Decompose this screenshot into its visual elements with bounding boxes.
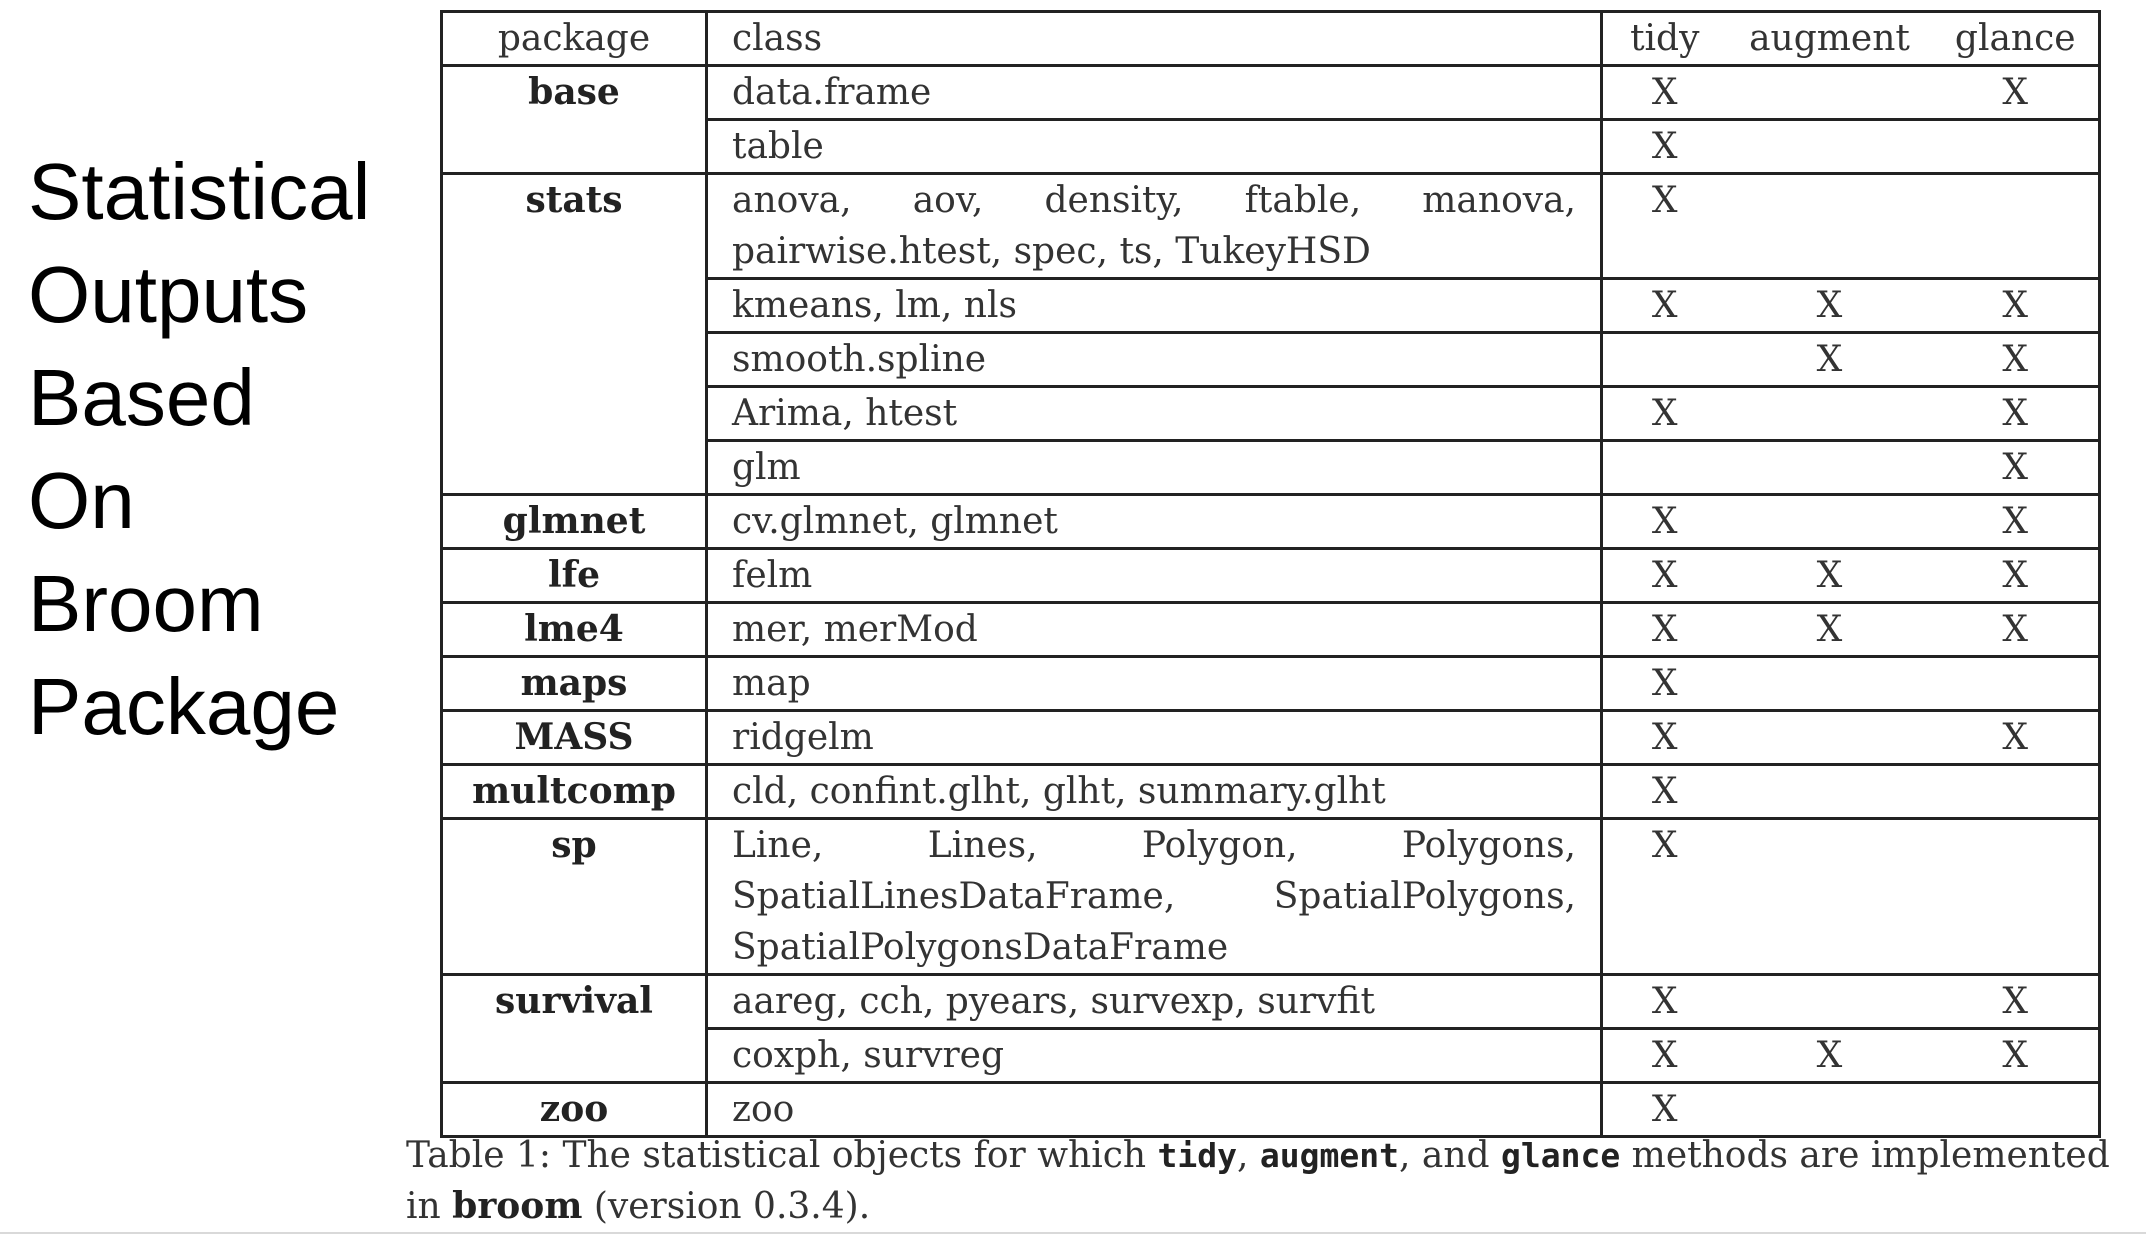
title-line: Based	[28, 353, 255, 442]
tidy-mark	[1602, 441, 1727, 495]
title-line: Package	[28, 662, 340, 751]
header-class: class	[707, 12, 1602, 66]
tidy-mark: X	[1602, 66, 1727, 120]
header-package: package	[442, 12, 707, 66]
augment-mark	[1727, 120, 1933, 174]
glance-mark	[1933, 1083, 2100, 1137]
caption-broom: broom	[452, 1185, 583, 1227]
table-row	[442, 819, 2100, 975]
table-row	[442, 66, 2100, 120]
class-cell: glm	[707, 441, 1602, 495]
glance-mark	[1933, 819, 2100, 975]
title-line: Outputs	[28, 250, 309, 339]
glance-mark: X	[1933, 711, 2100, 765]
caption-sep2: , and	[1398, 1135, 1502, 1176]
package-cell: multcomp	[442, 765, 707, 819]
glance-mark	[1933, 120, 2100, 174]
tidy-mark: X	[1602, 279, 1727, 333]
augment-mark	[1727, 975, 1933, 1029]
tidy-mark: X	[1602, 603, 1727, 657]
header-glance: glance	[1933, 12, 2100, 66]
header-tidy: tidy	[1602, 12, 1727, 66]
package-cell: maps	[442, 657, 707, 711]
augment-mark: X	[1727, 1029, 1933, 1083]
package-cell: lme4	[442, 603, 707, 657]
class-cell: ridgelm	[707, 711, 1602, 765]
class-cell: kmeans, lm, nls	[707, 279, 1602, 333]
package-cell: survival	[442, 975, 707, 1083]
tidy-mark: X	[1602, 120, 1727, 174]
header-augment: augment	[1727, 12, 1933, 66]
caption-tidy: tidy	[1157, 1136, 1238, 1175]
glance-mark	[1933, 174, 2100, 279]
class-cell: cld, confint.glht, glht, summary.glht	[707, 765, 1602, 819]
augment-mark	[1727, 657, 1933, 711]
glance-mark: X	[1933, 975, 2100, 1029]
table-container	[440, 10, 2098, 1138]
tidy-mark: X	[1602, 975, 1727, 1029]
tidy-mark: X	[1602, 657, 1727, 711]
class-cell: coxph, survreg	[707, 1029, 1602, 1083]
table-row	[442, 603, 2100, 657]
augment-mark: X	[1727, 603, 1933, 657]
augment-mark	[1727, 66, 1933, 120]
table-row	[442, 174, 2100, 279]
augment-mark	[1727, 1083, 1933, 1137]
augment-mark	[1727, 819, 1933, 975]
augment-mark	[1727, 174, 1933, 279]
table-row	[442, 495, 2100, 549]
class-cell: zoo	[707, 1083, 1602, 1137]
package-cell: glmnet	[442, 495, 707, 549]
table-row	[442, 1083, 2100, 1137]
bottom-divider	[0, 1232, 2146, 1234]
title-line: On	[28, 456, 135, 545]
tidy-mark	[1602, 333, 1727, 387]
glance-mark: X	[1933, 603, 2100, 657]
table-body	[442, 66, 2100, 1137]
glance-mark: X	[1933, 441, 2100, 495]
class-cell: data.frame	[707, 66, 1602, 120]
augment-mark	[1727, 711, 1933, 765]
glance-mark: X	[1933, 66, 2100, 120]
caption-suffix: (version 0.3.4).	[582, 1186, 871, 1227]
augment-mark: X	[1727, 549, 1933, 603]
augment-mark	[1727, 765, 1933, 819]
class-cell: Line, Lines, Polygon, Polygons, SpatialLinesDataFrame, SpatialPolygons, SpatialPolygonsDataFrame	[707, 819, 1602, 975]
class-cell: map	[707, 657, 1602, 711]
page-title	[28, 140, 428, 758]
caption-mid: methods are implemented in	[406, 1135, 2110, 1227]
augment-mark	[1727, 441, 1933, 495]
class-cell: aareg, cch, pyears, survexp, survfit	[707, 975, 1602, 1029]
class-cell: felm	[707, 549, 1602, 603]
tidy-mark: X	[1602, 1083, 1727, 1137]
glance-mark	[1933, 657, 2100, 711]
table-row	[442, 549, 2100, 603]
caption-prefix: Table 1: The statistical objects for which	[406, 1135, 1158, 1176]
table-caption	[406, 1130, 2136, 1232]
caption-augment: augment	[1259, 1136, 1399, 1175]
augment-mark: X	[1727, 333, 1933, 387]
table-header-row	[442, 12, 2100, 66]
tidy-mark: X	[1602, 1029, 1727, 1083]
augment-mark	[1727, 495, 1933, 549]
tidy-mark: X	[1602, 549, 1727, 603]
class-cell: anova, aov, density, ftable, manova, pairwise.htest, spec, ts, TukeyHSD	[707, 174, 1602, 279]
package-cell: base	[442, 66, 707, 174]
tidy-mark: X	[1602, 174, 1727, 279]
broom-methods-table	[440, 10, 2101, 1138]
tidy-mark: X	[1602, 495, 1727, 549]
title-line: Broom	[28, 559, 264, 648]
title-line: Statistical	[28, 147, 371, 236]
class-cell: smooth.spline	[707, 333, 1602, 387]
class-cell: table	[707, 120, 1602, 174]
glance-mark: X	[1933, 279, 2100, 333]
package-cell: zoo	[442, 1083, 707, 1137]
glance-mark: X	[1933, 387, 2100, 441]
caption-glance: glance	[1501, 1136, 1621, 1175]
table-row	[442, 657, 2100, 711]
package-cell: MASS	[442, 711, 707, 765]
tidy-mark: X	[1602, 387, 1727, 441]
augment-mark: X	[1727, 279, 1933, 333]
glance-mark: X	[1933, 333, 2100, 387]
glance-mark	[1933, 765, 2100, 819]
caption-sep1: ,	[1237, 1135, 1260, 1176]
package-cell: stats	[442, 174, 707, 495]
glance-mark: X	[1933, 549, 2100, 603]
table-row	[442, 975, 2100, 1029]
table-row	[442, 711, 2100, 765]
tidy-mark: X	[1602, 711, 1727, 765]
package-cell: lfe	[442, 549, 707, 603]
class-cell: cv.glmnet, glmnet	[707, 495, 1602, 549]
glance-mark: X	[1933, 495, 2100, 549]
augment-mark	[1727, 387, 1933, 441]
package-cell: sp	[442, 819, 707, 975]
tidy-mark: X	[1602, 819, 1727, 975]
tidy-mark: X	[1602, 765, 1727, 819]
glance-mark: X	[1933, 1029, 2100, 1083]
class-cell: mer, merMod	[707, 603, 1602, 657]
class-cell: Arima, htest	[707, 387, 1602, 441]
table-row	[442, 765, 2100, 819]
